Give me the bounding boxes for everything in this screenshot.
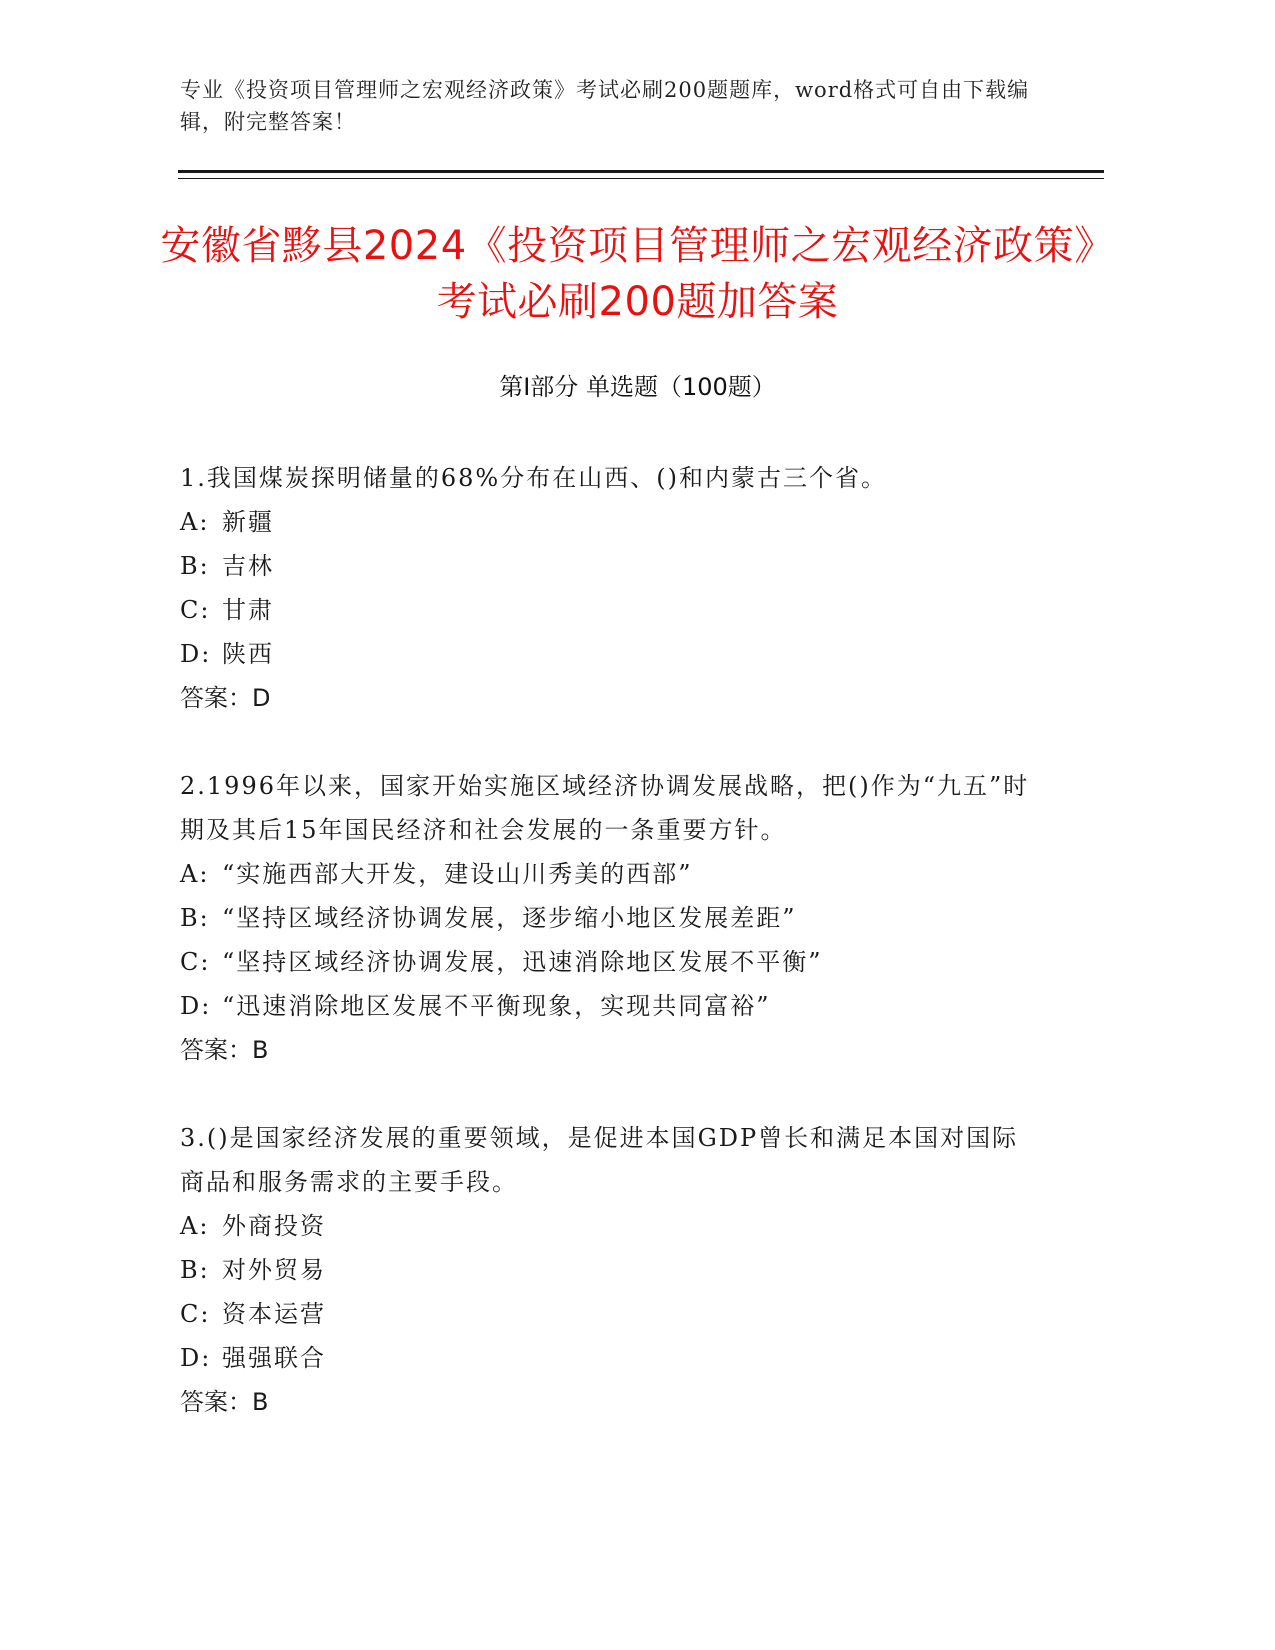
option-text: 新疆 (222, 508, 274, 536)
section-title: 第I部分 单选题（100题） (499, 373, 776, 401)
question-stem: 2.1996年以来，国家开始实施区域经济协调发展战略，把()作为“九五”时期及其后15年国民经济和社会发展的一条重要方针。 (180, 772, 1030, 844)
option-text: 资本运营 (222, 1300, 326, 1328)
option-b (180, 896, 1040, 940)
question-list (180, 456, 1040, 1468)
option-key: B: (180, 552, 210, 580)
option-text: 甘肃 (222, 596, 274, 624)
header-note: 专业《投资项目管理师之宏观经济政策》考试必刷200题题库，word格式可自由下载编辑，附完整答案！ (180, 78, 1030, 134)
option-key: A: (180, 1212, 210, 1240)
answer: 答案：B (180, 1036, 269, 1064)
option-key: C: (180, 1300, 211, 1328)
option-text: “坚持区域经济协调发展，逐步缩小地区发展差距” (222, 904, 797, 932)
option-key: A: (180, 508, 210, 536)
option-a (180, 852, 1040, 896)
option-b (180, 1248, 1040, 1292)
option-a (180, 1204, 1040, 1248)
option-c (180, 940, 1040, 984)
option-d (180, 984, 1040, 1028)
question-2 (180, 764, 1040, 1072)
option-key: B: (180, 904, 210, 932)
option-key: A: (180, 860, 210, 888)
answer: 答案：D (180, 684, 271, 712)
option-text: 外商投资 (222, 1212, 326, 1240)
option-d (180, 632, 1040, 676)
question-3 (180, 1116, 1040, 1424)
option-text: “坚持区域经济协调发展，迅速消除地区发展不平衡” (222, 948, 823, 976)
option-c (180, 1292, 1040, 1336)
option-d (180, 1336, 1040, 1380)
header-divider-thin (178, 178, 1104, 179)
option-key: D: (180, 640, 212, 668)
option-text: “实施西部大开发，建设山川秀美的西部” (222, 860, 693, 888)
question-1 (180, 456, 1040, 720)
question-stem: 3.()是国家经济发展的重要领域，是促进本国GDP曾长和满足本国对国际商品和服务需求的主要手段。 (180, 1124, 1019, 1196)
option-key: C: (180, 596, 211, 624)
header-divider-thick (178, 170, 1104, 173)
answer: 答案：B (180, 1388, 269, 1416)
option-a (180, 500, 1040, 544)
document-title: 安徽省黟县2024《投资项目管理师之宏观经济政策》考试必刷200题加答案 (160, 223, 1115, 325)
option-text: “迅速消除地区发展不平衡现象，实现共同富裕” (222, 992, 771, 1020)
option-c (180, 588, 1040, 632)
question-stem: 1.我国煤炭探明储量的68%分布在山西、()和内蒙古三个省。 (180, 464, 887, 492)
option-key: D: (180, 1344, 212, 1372)
option-text: 吉林 (222, 552, 274, 580)
option-key: C: (180, 948, 211, 976)
option-text: 对外贸易 (222, 1256, 326, 1284)
option-text: 强强联合 (222, 1344, 326, 1372)
option-text: 陕西 (222, 640, 274, 668)
option-key: B: (180, 1256, 210, 1284)
option-key: D: (180, 992, 212, 1020)
option-b (180, 544, 1040, 588)
